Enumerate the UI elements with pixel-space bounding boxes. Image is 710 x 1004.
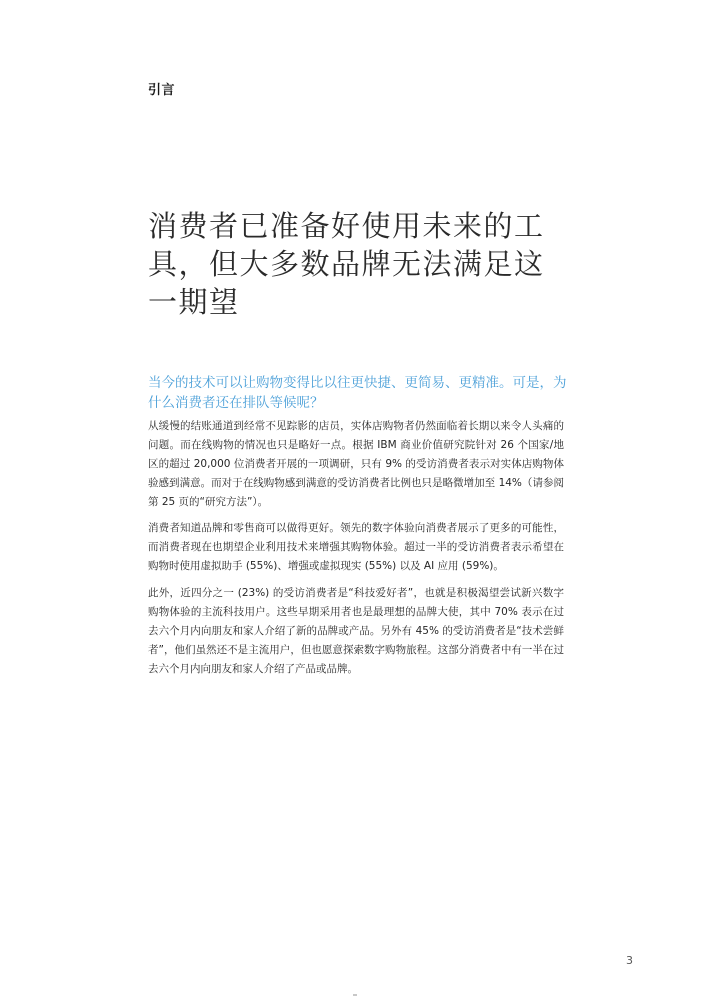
footer-divider bbox=[353, 994, 357, 996]
section-label: 引言 bbox=[148, 83, 176, 98]
page-number: 3 bbox=[626, 954, 633, 967]
body-paragraph-2: 消费者知道品牌和零售商可以做得更好。领先的数字体验向消费者展示了更多的可能性，而消费者现在也期望企业利用技术来增强其购物体验。超过一半的受访消费者表示希望在购物时使用虚拟助手 (55%)、增强或虚拟现实 (55%) 以及 AI 应用 (59%)。 bbox=[148, 522, 564, 572]
page-title: 消费者已准备好使用未来的工具，但大多数品牌无法满足这一期望 bbox=[148, 209, 545, 319]
body-paragraph-1: 从缓慢的结账通道到经常不见踪影的店员，实体店购物者仍然面临着长期以来令人头痛的问题。而在线购物的情况也只是略好一点。根据 IBM 商业价值研究院针对 26 个国家/地区的超过 20,000 位消费者开展的一项调研，只有 9% 的受访消费者表示对实体店购物体验感到满意。而对于在线购物感到满意的受访消费者比例也只是略微增加至 14%（请参阅第 25 页的“研究方法”）。 bbox=[148, 420, 564, 508]
body-paragraph-3: 此外，近四分之一 (23%) 的受访消费者是“科技爱好者”，也就是积极渴望尝试新兴数字购物体验的主流科技用户。这些早期采用者也是最理想的品牌大使，其中 70% 表示在过去六个月内向朋友和家人介绍了新的品牌或产品。另外有 45% 的受访消费者是“技术尝鲜者”，他们虽然还不是主流用户，但也愿意探索数字购物旅程。这部分消费者中有一半在过去六个月内向朋友和家人介绍了产品或品牌。 bbox=[148, 587, 564, 675]
lead-paragraph: 当今的技术可以让购物变得比以往更快捷、更简易、更精准。可是，为什么消费者还在排队等候呢？ bbox=[148, 375, 567, 411]
